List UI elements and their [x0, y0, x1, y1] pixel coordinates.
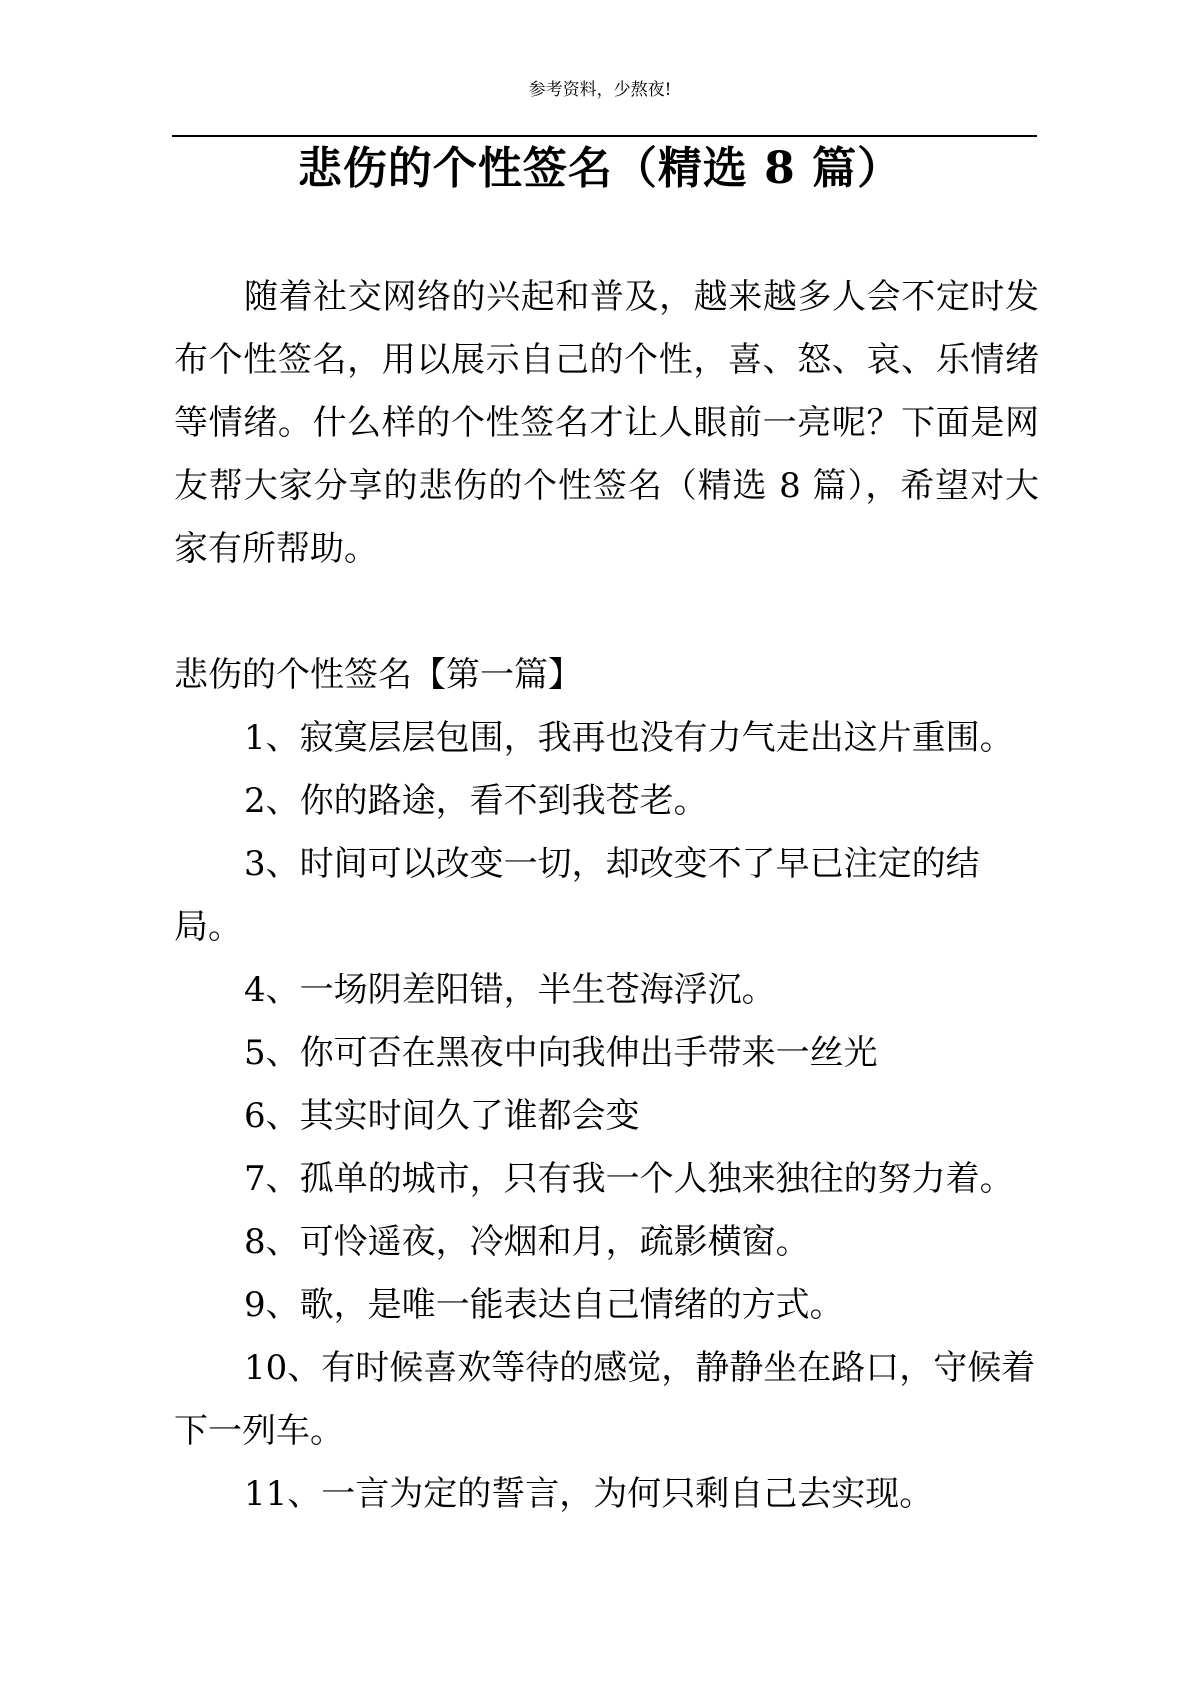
intro-paragraph: 随着社交网络的兴起和普及，越来越多人会不定时发布个性签名，用以展示自己的个性，喜、怒、哀、乐情绪等情绪。什么样的个性签名才让人眼前一亮呢？下面是网友帮大家分享的悲伤的个性签名（精选 8 篇），希望对大家有所帮助。	[174, 277, 1039, 569]
list-item: 6、其实时间久了谁都会变	[244, 1096, 640, 1136]
list-item: 2、你的路途，看不到我苍老。	[244, 781, 708, 821]
list-item: 10、有时候喜欢等待的感觉，静静坐在路口，守候着下一列车。	[174, 1348, 1036, 1451]
list-item: 11、一言为定的誓言，为何只剩自己去实现。	[244, 1474, 934, 1514]
header-note: 参考资料，少熬夜!	[528, 80, 672, 100]
document-title: 悲伤的个性签名（精选 8 篇）	[297, 143, 903, 194]
list-item: 4、一场阴差阳错，半生苍海浮沉。	[244, 970, 776, 1010]
list-item: 7、孤单的城市，只有我一个人独来独往的努力着。	[244, 1159, 1014, 1199]
list-item: 1、寂寞层层包围，我再也没有力气走出这片重围。	[244, 718, 1014, 758]
list-item: 3、时间可以改变一切，却改变不了早已注定的结局。	[174, 844, 980, 947]
list-item: 5、你可否在黑夜中向我伸出手带来一丝光	[244, 1033, 878, 1073]
section-heading: 悲伤的个性签名【第一篇】	[174, 655, 582, 695]
list-item: 8、可怜遥夜，冷烟和月，疏影横窗。	[244, 1222, 810, 1262]
header-divider	[172, 135, 1037, 137]
list-item: 9、歌，是唯一能表达自己情绪的方式。	[244, 1285, 844, 1325]
signature-list	[174, 707, 1039, 1526]
